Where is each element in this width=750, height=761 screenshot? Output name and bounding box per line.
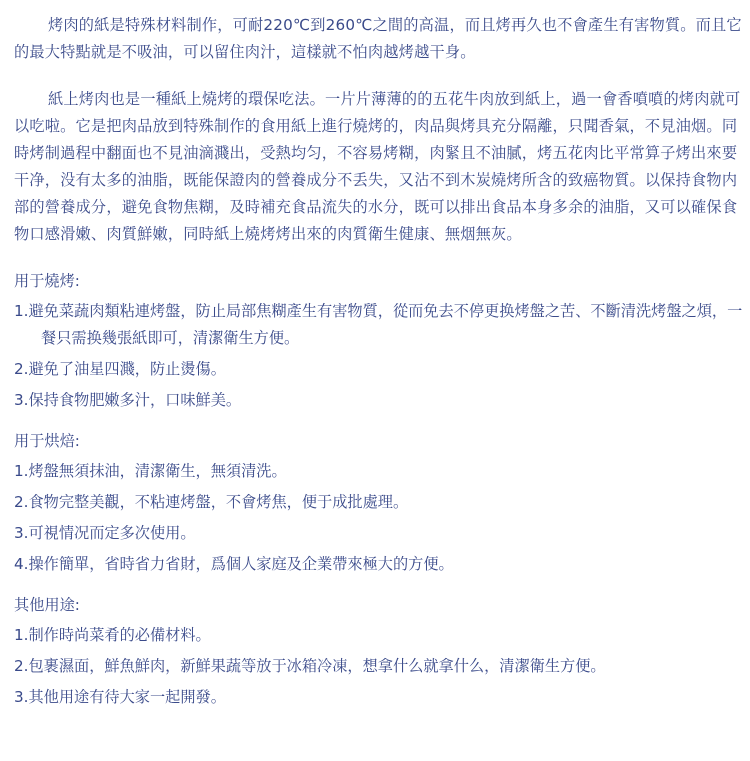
list-item: 2.包裹濕面，鮮魚鮮肉，新鮮果蔬等放于冰箱冷凍，想拿什么就拿什么，清潔衛生方便。 [14,657,606,675]
list-item: 1.烤盤無須抹油，清潔衛生，無須清洗。 [14,462,287,480]
list-item: 2.食物完整美觀，不粘連烤盤，不會烤焦，便于成批處理。 [14,493,409,511]
intro-paragraph-2: 紙上烤肉也是一種紙上燒烤的環保吃法。一片片薄薄的的五花牛肉放到紙上，過一會香噴噴的烤肉就可以吃啦。它是把肉品放到特殊制作的食用紙上進行燒烤的，肉品與烤具充分隔離，只聞香氣，不見油烟。同時烤制過程中翻面也不見油滴濺出，受熱均匀，不容易烤糊，肉緊且不油膩，烤五花肉比平常算子烤出來要干净，没有太多的油脂，既能保證肉的營養成分不丢失，又沾不到木炭燒烤所含的致癌物質。以保持食物内部的營養成分，避免食物焦糊，及時補充食品流失的水分，既可以排出食品本身多余的油脂，又可以確保食物口感滑嫩、肉質鮮嫩，同時紙上燒烤烤出來的肉質衛生健康、無烟無灰。 [14,90,741,243]
list-item: 1.制作時尚菜肴的必備材料。 [14,626,211,644]
list-item: 1.避免菜蔬肉類粘連烤盤，防止局部焦糊產生有害物質，從而免去不停更换烤盤之苦、不斷清洗烤盤之煩，一餐只需换幾張紙即可，清潔衛生方便。 [14,302,743,347]
section-other-uses [14,592,746,711]
section-title: 其他用途: [14,596,80,614]
list-item: 3.保持食物肥嫩多汁，口味鮮美。 [14,391,242,409]
list-item: 4.操作簡單，省時省力省財，爲個人家庭及企業帶來極大的方便。 [14,555,454,573]
section-title: 用于燒烤: [14,272,80,290]
list-item: 3.其他用途有待大家一起開發。 [14,688,226,706]
list-item: 2.避免了油星四濺，防止燙傷。 [14,360,226,378]
section-bbq [14,268,746,414]
list-item: 3.可視情况而定多次使用。 [14,524,196,542]
section-baking [14,428,746,578]
section-title: 用于烘焙: [14,432,80,450]
intro-paragraph-1: 烤肉的紙是特殊材料制作，可耐220℃到260℃之間的高温，而且烤再久也不會產生有害物質。而且它的最大特點就是不吸油，可以留住肉汁，這樣就不怕肉越烤越干身。 [14,16,742,61]
